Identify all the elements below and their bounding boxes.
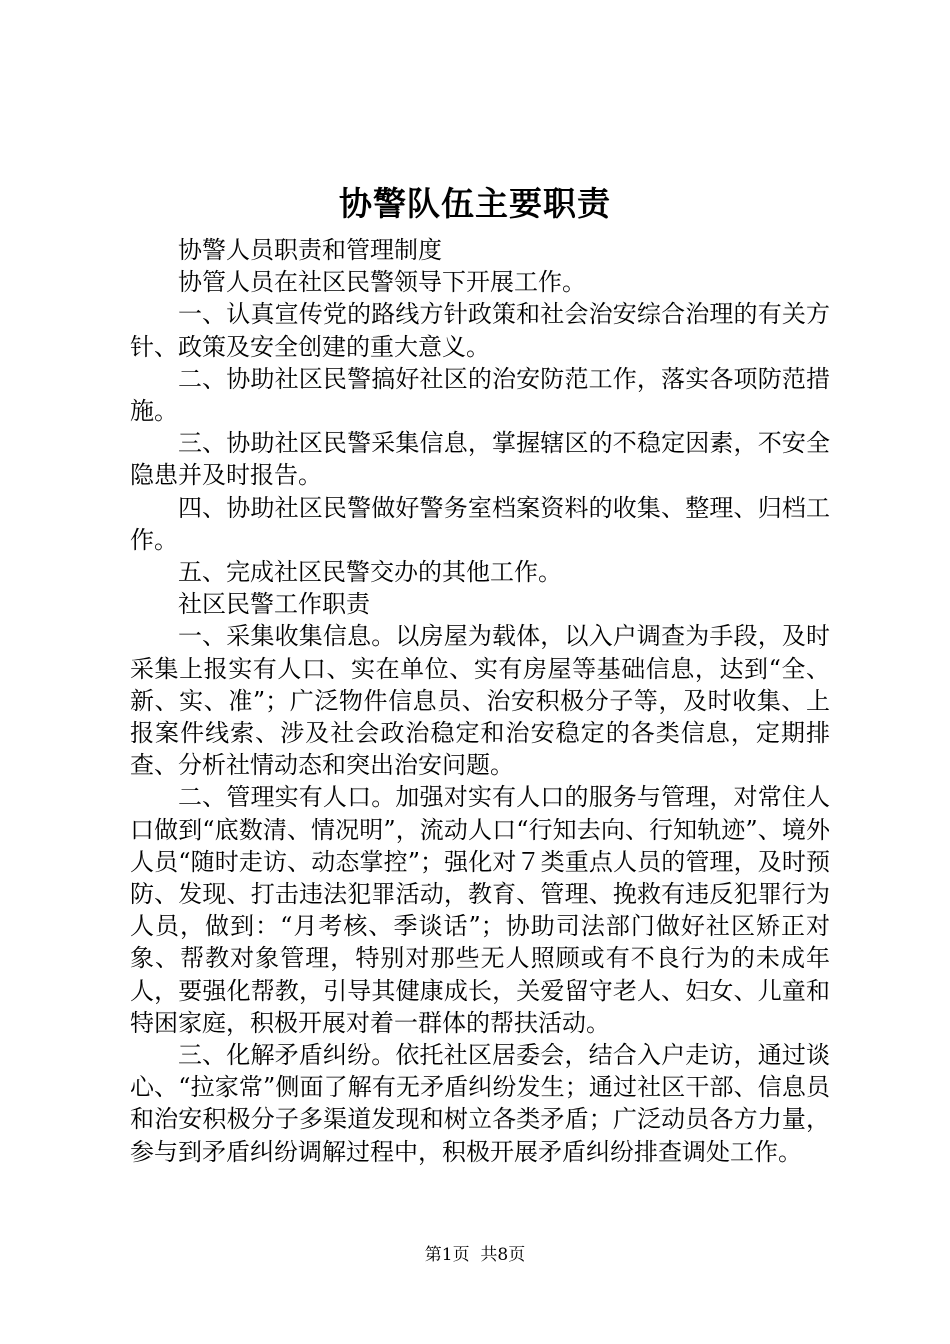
document-title: 协警队伍主要职责 (339, 184, 611, 223)
section-heading-community-police-duties: 社区民警工作职责 (178, 590, 370, 619)
paragraph: 二、协助社区民警搞好社区的治安防范工作，落实各项防范措施。 (130, 364, 830, 426)
paragraph: 二、管理实有人口。加强对实有人口的服务与管理，对常住人口做到“底数清、情况明”，流动人口“行知去向、行知轨迹”、境外人员“随时走访、动态掌控”；强化对７类重点人员的管理，及时预防、发现、打击违法犯罪活动，教育、管理、挽救有违反犯罪行为人员，做到：“月考核、季谈话”；协助司法部门做好社区矫正对象、帮教对象管理，特别对那些无人照顾或有不良行为的未成年人，要强化帮教，引导其健康成长，关爱留守老人、妇女、儿童和特困家庭，积极开展对着一群体的帮扶活动。 (130, 783, 830, 1037)
paragraph: 四、协助社区民警做好警务室档案资料的收集、整理、归档工作。 (130, 493, 830, 554)
section-heading-duties-management: 协警人员职责和管理制度 (178, 236, 442, 264)
paragraph: 三、协助社区民警采集信息，掌握辖区的不稳定因素，不安全隐患并及时报告。 (130, 429, 830, 490)
paragraph: 三、化解矛盾纠纷。依托社区居委会，结合入户走访，通过谈心、“拉家常”侧面了解有无矛盾纠纷发生；通过社区干部、信息员和治安积极分子多渠道发现和树立各类矛盾；广泛动员各方力量，参与到矛盾纠纷调解过程中，积极开展矛盾纠纷排查调处工作。 (130, 1041, 830, 1166)
paragraph: 一、采集收集信息。以房屋为载体，以入户调查为手段，及时采集上报实有人口、实在单位、实有房屋等基础信息，达到“全、新、实、准”；广泛物件信息员、治安积极分子等，及时收集、上报案件线索、涉及社会政治稳定和治安稳定的各类信息，定期排查、分析社情动态和突出治安问题。 (130, 622, 830, 780)
paragraph: 协管人员在社区民警领导下开展工作。 (178, 268, 586, 297)
page-footer (0, 1243, 950, 1267)
document-body (130, 234, 830, 1168)
page-number: 第1页 共8页 (424, 1245, 526, 1265)
paragraph: 五、完成社区民警交办的其他工作。 (178, 558, 562, 587)
paragraph: 一、认真宣传党的路线方针政策和社会治安综合治理的有关方针、政策及安全创建的重大意义。 (130, 300, 830, 361)
